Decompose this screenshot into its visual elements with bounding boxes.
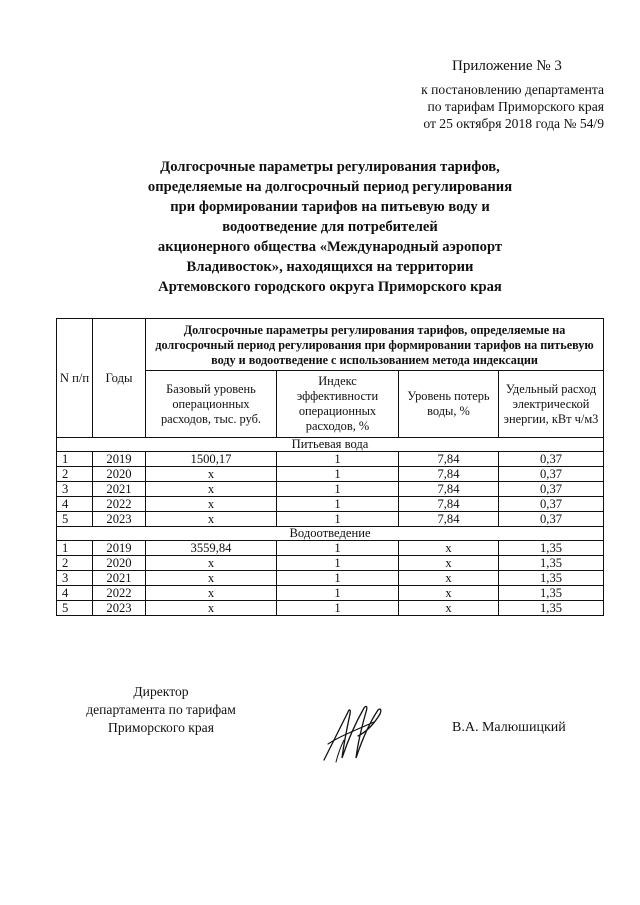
cell-base: x	[146, 467, 277, 482]
title-line: определяемые на долгосрочный период регулирования	[147, 179, 513, 195]
table-row	[57, 452, 604, 467]
header-group: Долгосрочные параметры регулирования тарифов, определяемые на долгосрочный период регулирования при формировании тарифов на питьевую воду и водоотведение с использованием метода индексации	[146, 319, 604, 371]
appendix-title: Приложение № 3	[452, 58, 562, 74]
cell-index: 1	[277, 452, 399, 467]
cell-n: 5	[57, 601, 93, 616]
title-line: Владивосток», находящихся на территории	[186, 259, 474, 275]
cell-index: 1	[277, 556, 399, 571]
cell-index: 1	[277, 497, 399, 512]
cell-index: 1	[277, 482, 399, 497]
cell-energy: 0,37	[499, 512, 604, 527]
cell-losses: x	[399, 586, 499, 601]
cell-energy: 0,37	[499, 497, 604, 512]
document-title	[100, 157, 560, 297]
cell-n: 2	[57, 467, 93, 482]
section-header: Водоотведение	[57, 527, 604, 541]
cell-index: 1	[277, 586, 399, 601]
cell-year: 2021	[93, 571, 146, 586]
cell-n: 4	[57, 497, 93, 512]
header-energy-consumption: Удельный расход электрической энергии, кВт ч/м3	[499, 371, 604, 438]
position-line: Директор	[133, 684, 189, 699]
cell-losses: 7,84	[399, 497, 499, 512]
section-header: Питьевая вода	[57, 438, 604, 452]
table-row	[57, 601, 604, 616]
cell-energy: 0,37	[499, 452, 604, 467]
position-line: Приморского края	[108, 720, 214, 735]
table-row	[57, 541, 604, 556]
cell-base: x	[146, 497, 277, 512]
table-row	[57, 482, 604, 497]
table-row	[57, 512, 604, 527]
cell-year: 2020	[93, 467, 146, 482]
cell-energy: 0,37	[499, 482, 604, 497]
cell-losses: x	[399, 556, 499, 571]
cell-base: x	[146, 571, 277, 586]
position-line: департамента по тарифам	[86, 702, 236, 717]
cell-n: 1	[57, 452, 93, 467]
cell-n: 3	[57, 482, 93, 497]
cell-base: x	[146, 601, 277, 616]
cell-year: 2023	[93, 512, 146, 527]
cell-year: 2022	[93, 586, 146, 601]
header-efficiency-index: Индекс эффективности операционных расходов, %	[277, 371, 399, 438]
cell-losses: 7,84	[399, 482, 499, 497]
cell-base: x	[146, 586, 277, 601]
cell-losses: 7,84	[399, 452, 499, 467]
cell-base: x	[146, 512, 277, 527]
cell-energy: 1,35	[499, 571, 604, 586]
table-row	[57, 586, 604, 601]
cell-energy: 1,35	[499, 541, 604, 556]
cell-n: 4	[57, 586, 93, 601]
title-line: Долгосрочные параметры регулирования тарифов,	[160, 159, 500, 175]
title-line: водоотведение для потребителей	[222, 219, 438, 235]
signatory-name: В.А. Малюшицкий	[452, 720, 566, 735]
cell-index: 1	[277, 541, 399, 556]
header-year: Годы	[93, 319, 146, 438]
cell-index: 1	[277, 601, 399, 616]
signature-position	[56, 683, 266, 737]
appendix-line: по тарифам Приморского края	[427, 99, 604, 114]
cell-index: 1	[277, 512, 399, 527]
cell-n: 5	[57, 512, 93, 527]
cell-energy: 0,37	[499, 467, 604, 482]
title-line: акционерного общества «Международный аэропорт	[157, 239, 503, 255]
cell-losses: x	[399, 541, 499, 556]
cell-index: 1	[277, 467, 399, 482]
cell-energy: 1,35	[499, 556, 604, 571]
cell-n: 3	[57, 571, 93, 586]
title-line: Артемовского городского округа Приморского края	[158, 279, 502, 295]
cell-year: 2020	[93, 556, 146, 571]
appendix-line: к постановлению департамента	[421, 82, 604, 97]
header-water-losses: Уровень потерь воды, %	[399, 371, 499, 438]
cell-n: 1	[57, 541, 93, 556]
cell-losses: 7,84	[399, 512, 499, 527]
cell-year: 2021	[93, 482, 146, 497]
cell-base: 1500,17	[146, 452, 277, 467]
cell-base: 3559,84	[146, 541, 277, 556]
cell-energy: 1,35	[499, 586, 604, 601]
cell-energy: 1,35	[499, 601, 604, 616]
cell-n: 2	[57, 556, 93, 571]
table-row	[57, 497, 604, 512]
appendix-line: от 25 октября 2018 года № 54/9	[423, 116, 604, 131]
cell-year: 2019	[93, 452, 146, 467]
table-row	[57, 571, 604, 586]
header-n: N п/п	[57, 319, 93, 438]
cell-year: 2023	[93, 601, 146, 616]
table-row	[57, 556, 604, 571]
cell-base: x	[146, 482, 277, 497]
title-line: при формировании тарифов на питьевую воду и	[170, 199, 490, 215]
cell-year: 2022	[93, 497, 146, 512]
cell-year: 2019	[93, 541, 146, 556]
cell-losses: x	[399, 601, 499, 616]
cell-losses: x	[399, 571, 499, 586]
handwritten-signature	[318, 700, 388, 766]
cell-index: 1	[277, 571, 399, 586]
header-base-level: Базовый уровень операционных расходов, тыс. руб.	[146, 371, 277, 438]
appendix-reference	[386, 81, 604, 132]
table-row	[57, 467, 604, 482]
parameters-table	[56, 318, 604, 616]
cell-base: x	[146, 556, 277, 571]
cell-losses: 7,84	[399, 467, 499, 482]
